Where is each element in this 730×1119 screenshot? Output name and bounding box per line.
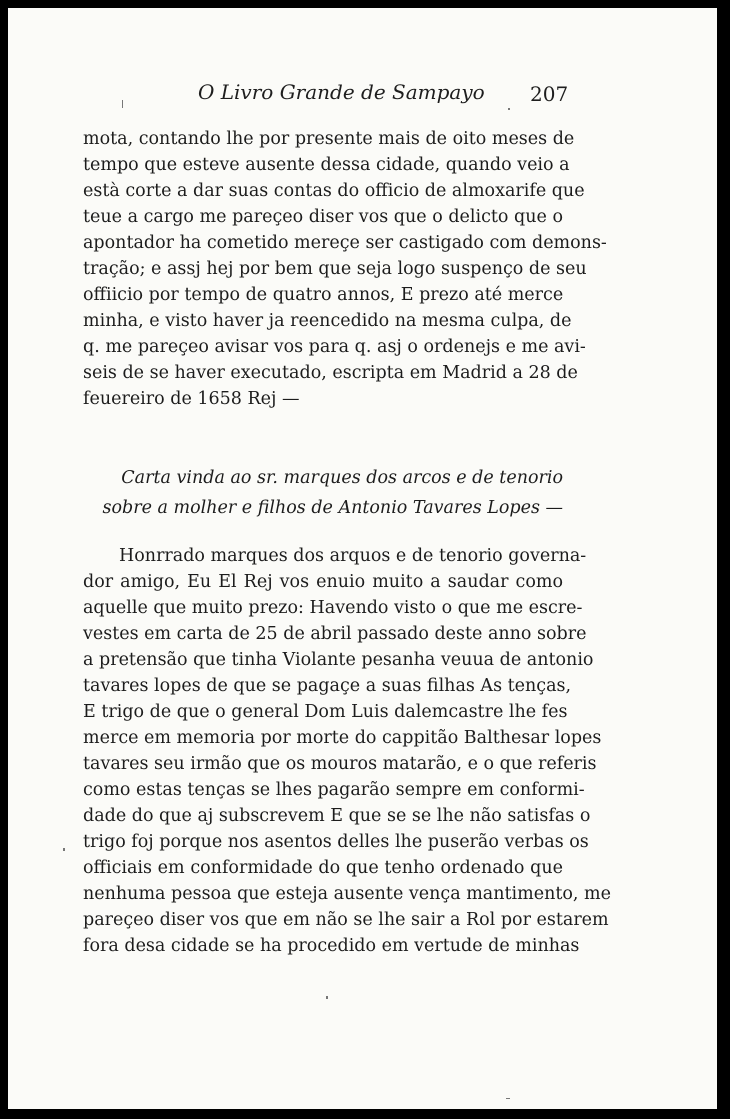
paragraph-continuation (83, 126, 607, 412)
text-line: como estas tenças se lhes pagarão sempre em conformi- (83, 780, 585, 800)
text-line: Honrrado marques dos arquos e de tenorio governa- (119, 546, 587, 566)
text-line: teue a cargo me pareçeo diser vos que o delicto que o (83, 207, 563, 227)
text-line: pareçeo diser vos que em não se lhe sair a Rol por estarem (83, 910, 609, 930)
text-line: tavares seu irmão que os mouros matarão, e o que referis (83, 754, 597, 774)
page-header (8, 80, 717, 110)
text-line: fora desa cidade se ha procedido em vertude de minhas (83, 936, 580, 956)
text-line: aquelle que muito prezo: Havendo visto o que me escre- (83, 598, 583, 618)
heading-line: Carta vinda ao sr. marques dos arcos e de tenorio (121, 468, 563, 488)
text-line: feuereiro de 1658 Rej — (83, 389, 300, 409)
scan-speck (326, 996, 328, 999)
scan-speck (506, 1098, 510, 1099)
text-line: tavares lopes de que se pagaçe a suas filhas As tenças, (83, 676, 572, 696)
text-line: tração; e assj hej por bem que seja logo suspenço de seu (83, 259, 587, 279)
text-line: nenhuma pessoa que esteja ausente vença mantimento, me (83, 884, 611, 904)
book-page (8, 8, 717, 1109)
text-line: seis de se haver executado, escripta em Madrid a 28 de (83, 363, 578, 383)
text-line: E trigo de que o general Dom Luis dalemcastre lhe fes (83, 702, 568, 722)
heading-line: sobre a molher e filhos de Antonio Tavares Lopes — (102, 498, 563, 518)
text-line: q. me pareçeo avisar vos para q. asj o ordenejs e me avi- (83, 337, 586, 357)
text-line: minha, e visto haver ja reencedido na mesma culpa, de (83, 311, 572, 331)
running-title: O Livro Grande de Sampayo (198, 80, 485, 104)
text-line: offiicio por tempo de quatro annos, E prezo até merce (83, 285, 564, 305)
text-line: apontador ha cometido mereçe ser castigado com demons- (83, 233, 607, 253)
text-line: mota, contando lhe por presente mais de oito meses de (83, 129, 575, 149)
scan-speck (508, 108, 510, 110)
page-number: 207 (530, 82, 569, 106)
text-line: està corte a dar suas contas do officio de almoxarife que (83, 181, 585, 201)
text-line: merce em memoria por morte do cappitão Balthesar lopes (83, 728, 602, 748)
letter-heading (83, 463, 563, 523)
scan-speck (122, 100, 123, 108)
text-line: vestes em carta de 25 de abril passado deste anno sobre (83, 624, 587, 644)
text-line: a pretensão que tinha Violante pesanha veuua de antonio (83, 650, 594, 670)
text-line: dor amigo, Eu El Rej vos enuio muito a saudar como (83, 572, 563, 592)
letter-body (83, 543, 611, 959)
text-line: officiais em conformidade do que tenho ordenado que (83, 858, 563, 878)
text-line: dade do que aj subscrevem E que se se lhe não satisfas o (83, 806, 591, 826)
text-line: trigo foj porque nos asentos delles lhe puserão verbas os (83, 832, 589, 852)
scan-speck (63, 848, 65, 851)
text-line: tempo que esteve ausente dessa cidade, quando veio a (83, 155, 570, 175)
